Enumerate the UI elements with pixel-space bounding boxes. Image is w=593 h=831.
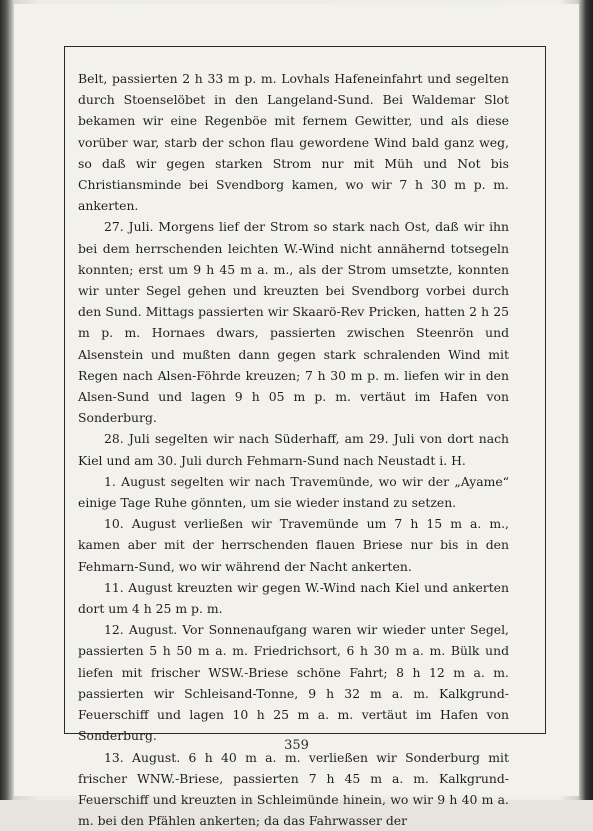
body-text [78, 68, 509, 831]
paragraph: 11. August kreuzten wir gegen W.-Wind nach Kiel und ankerten dort um 4 h 25 m p. m. [78, 577, 509, 619]
paragraph: 27. Juli. Morgens lief der Strom so stark nach Ost, daß wir ihn bei dem herrschenden leichten W.-Wind nicht annähernd totsegeln konnten; erst um 9 h 45 m a. m., als der Strom umsetzte, konnten wir unter Segel gehen und kreuzten bei Svendborg vorbei durch den Sund. Mittags passierten wir Skaarö-Rev Pricken, hatten 2 h 25 m p. m. Hornaes dwars, passierten zwischen Steenrön und Alsenstein und mußten dann gegen stark schralenden Wind mit Regen nach Alsen-Föhrde kreuzen; 7 h 30 m p. m. liefen wir in den Alsen-Sund und lagen 9 h 05 m p. m. vertäut im Hafen von Sonderburg. [78, 216, 509, 428]
paragraph: 1. August segelten wir nach Travemünde, wo wir der „Ayame“ einige Tage Ruhe gönnten, um sie wieder instand zu setzen. [78, 471, 509, 513]
paragraph: Belt, passierten 2 h 33 m p. m. Lovhals Hafeneinfahrt und segelten durch Stoenselöbet in den Langeland-Sund. Bei Waldemar Slot bekamen wir eine Regenböe mit fernem Gewitter, und als diese vorüber war, starb der schon flau gewordene Wind bald ganz weg, so daß wir gegen starken Strom nur mit Müh und Not bis Christiansminde bei Svendborg kamen, wo wir 7 h 30 m p. m. ankerten. [78, 68, 509, 216]
paragraph: 28. Juli segelten wir nach Süderhaff, am 29. Juli von dort nach Kiel und am 30. Juli durch Fehmarn-Sund nach Neustadt i. H. [78, 428, 509, 470]
paragraph: 12. August. Vor Sonnenaufgang waren wir wieder unter Segel, passierten 5 h 50 m a. m. Friedrichsort, 6 h 30 m a. m. Bülk und liefen mit frischer WSW.-Briese schöne Fahrt; 8 h 12 m a. m. passierten wir Schleisand-Tonne, 9 h 32 m a. m. Kalkgrund-Feuerschiff und lagen 10 h 25 m a. m. vertäut im Hafen von Sonderburg. [78, 619, 509, 746]
book-page [14, 4, 579, 796]
paragraph: 13. August. 6 h 40 m a. m. verließen wir Sonderburg mit frischer WNW.-Briese, passierten 7 h 45 m a. m. Kalkgrund-Feuerschiff und kreuzten in Schleimünde hinein, wo wir 9 h 40 m a. m. bei den Pfählen ankerten; da das Fahrwasser der [78, 747, 509, 831]
page-number: 359 [14, 738, 579, 753]
paragraph: 10. August verließen wir Travemünde um 7 h 15 m a. m., kamen aber mit der herrschenden flauen Briese nur bis in den Fehmarn-Sund, wo wir während der Nacht ankerten. [78, 513, 509, 577]
